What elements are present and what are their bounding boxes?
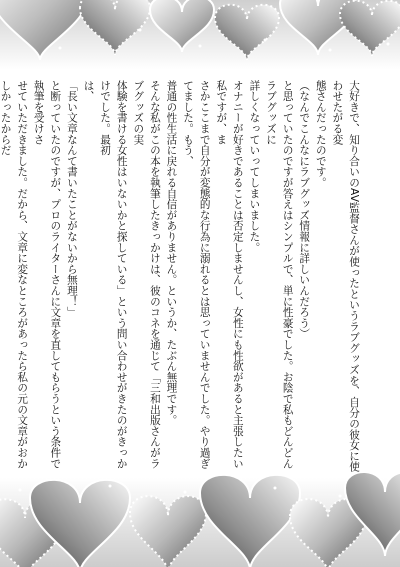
text-line: 体験を書ける女性はいないかと探している」という問い合わせがきたのがきっかけでした。最初 — [99, 80, 128, 469]
text-line: さかここまで自分が変態的な行為に溺れるとは思っていませんでした。やり過ぎてました。もう、 — [182, 80, 211, 469]
text-line: と断っていたのですが、プロのライターさんに文章を直してもらうという条件で執筆を受けさ — [32, 80, 62, 469]
heart-border-bottom — [0, 478, 400, 567]
text-line: 「長い文章なんて書いたことがないから無理！」 — [65, 80, 78, 318]
text-line: せていただきました。だから、文章に変なところがあったら私の元の文章がおかしかったからだ — [0, 80, 29, 469]
text-line: そんな私がこの本を執筆したきっかけは、彼のコネを通じて「三和出版さんがラブグッズの実 — [132, 80, 161, 469]
text-line: 詳しくなっていってしまいました。 — [248, 80, 261, 253]
text-line: と思っていたのですが答えはシンプルで、単に性豪でした。お陰で私もどんどんラブグッズに — [265, 80, 294, 469]
vertical-body-text — [0, 80, 362, 476]
text-line: 大好きで、知り合いのAV監督さんが使ったというラブグッズを、自分の彼女に使わせたがる変 — [331, 80, 360, 473]
hearts-decoration-bottom — [0, 478, 400, 567]
text-line: 態さんだったのです。 — [314, 80, 327, 188]
text-line: 普通の性生活に戻れる自信がありません。というか、たぶん無理です。 — [165, 80, 178, 426]
text-line: オナニーが好きであることは否定しませんし、女性にも性欲があると主張したい私ですが、ま — [215, 80, 244, 469]
heart-border-top — [0, 0, 400, 70]
hearts-decoration-top — [0, 0, 400, 70]
text-line: は、 — [82, 80, 95, 102]
text-line: （なんでこんなにラブグッズ情報に詳しいんだろう） — [298, 80, 311, 340]
